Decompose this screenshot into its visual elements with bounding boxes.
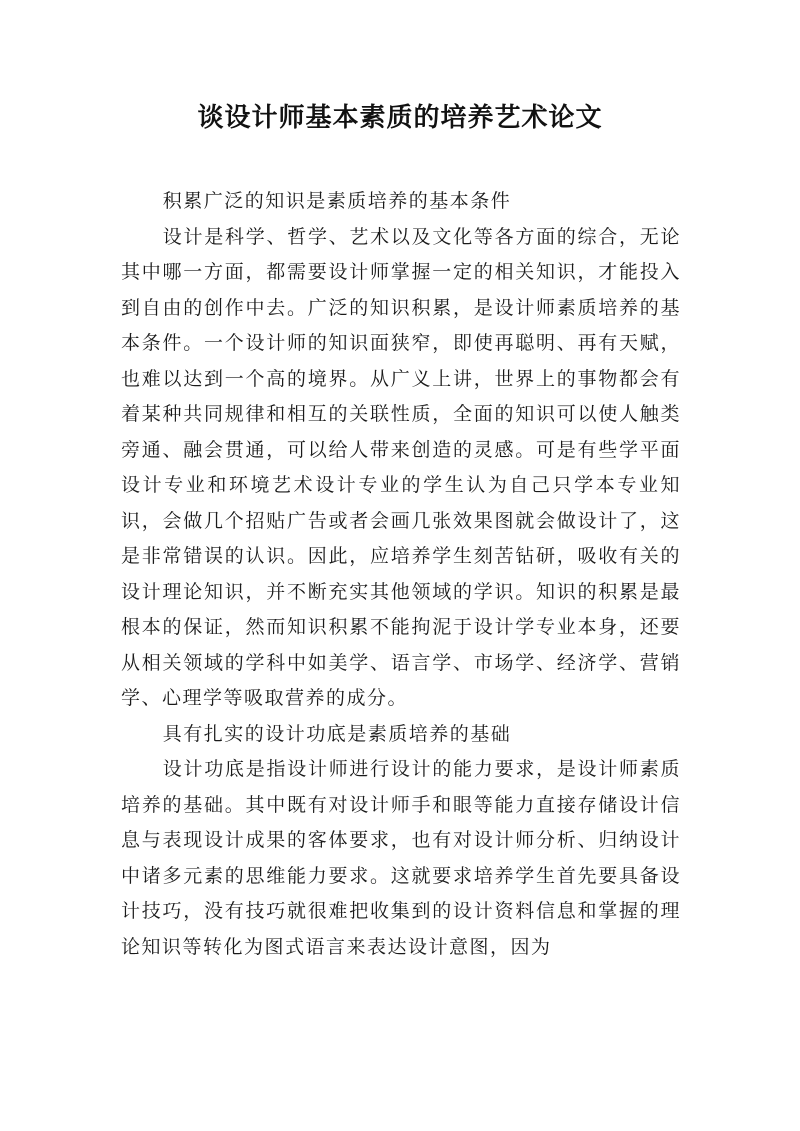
document-body	[121, 184, 681, 965]
section-heading: 具有扎实的设计功底是素质培养的基础	[162, 722, 512, 745]
body-paragraph: 设计功底是指设计师进行设计的能力要求，是设计师素质培养的基础。其中既有对设计师手和眼等能力直接存储设计信息与表现设计成果的客体要求，也有对设计师分析、归纳设计中诸多元素的思维能力要求。这就要求培养学生首先要具备设计技巧，没有技巧就很难把收集到的设计资料信息和掌握的理论知识等转化为图式语言来表达设计意图，因为	[121, 758, 681, 958]
document-title: 谈设计师基本素质的培养艺术论文	[197, 103, 603, 133]
body-paragraph: 设计是科学、哲学、艺术以及文化等各方面的综合，无论其中哪一方面，都需要设计师掌握一定的相关知识，才能投入到自由的创作中去。广泛的知识积累，是设计师素质培养的基本条件。一个设计师的知识面狭窄，即使再聪明、再有天赋，也难以达到一个高的境界。从广义上讲，世界上的事物都会有着某种共同规律和相互的关联性质，全面的知识可以使人触类旁通、融会贯通，可以给人带来创造的灵感。可是有些学平面设计专业和环境艺术设计专业的学生认为自己只学本专业知识，会做几个招贴广告或者会画几张效果图就会做设计了，这是非常错误的认识。因此，应培养学生刻苦钻研，吸收有关的设计理论知识，并不断充实其他领域的学识。知识的积累是最根本的保证，然而知识积累不能拘泥于设计学专业本身，还要从相关领域的学科中如美学、语言学、市场学、经济学、营销学、心理学等吸取营养的成分。	[121, 225, 681, 709]
section-heading: 积累广泛的知识是素质培养的基本条件	[162, 190, 512, 212]
